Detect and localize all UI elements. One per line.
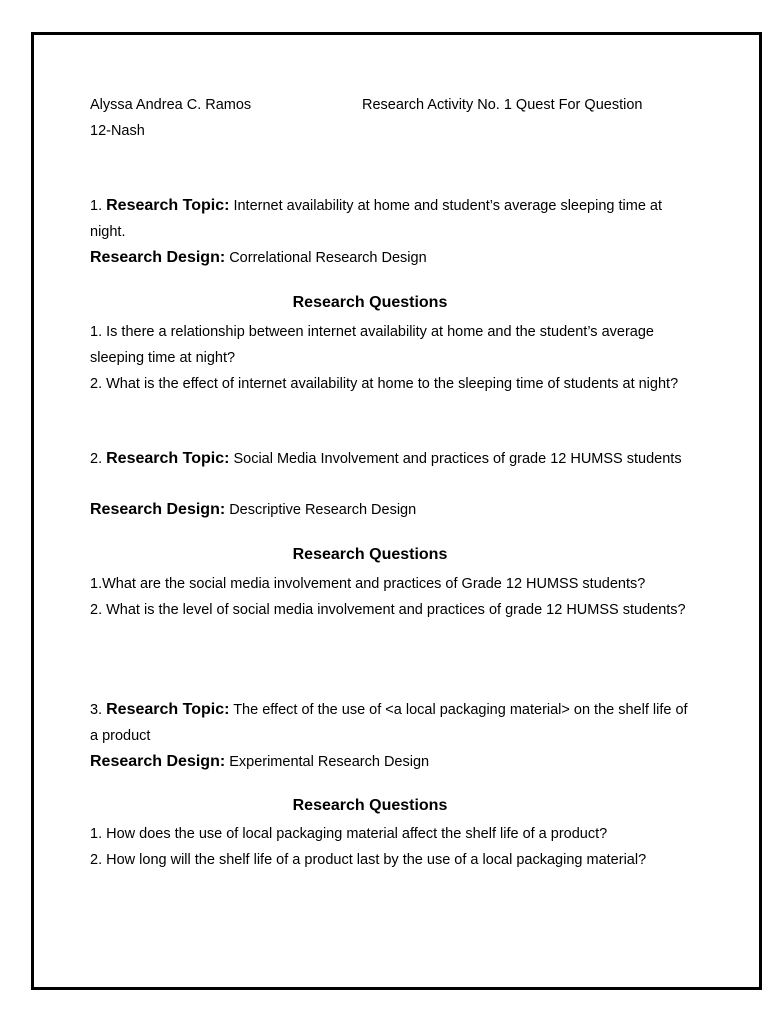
topic-number: 2.: [90, 451, 103, 467]
question-item: 2. How long will the shelf life of a product last by the use of a local packaging material?: [90, 852, 647, 868]
topic-label: Research Topic:: [106, 701, 230, 718]
topic-number: 1.: [90, 198, 103, 214]
research-topic-2: [90, 446, 690, 472]
topic-label: Research Topic: [106, 197, 225, 214]
design-text: Correlational Research Design: [229, 250, 427, 266]
question-item: 2. What is the effect of internet availability at home to the sleeping time of students at night?: [90, 376, 679, 392]
topic-text: Social Media Involvement and practices of grade 12 HUMSS students: [233, 451, 682, 467]
topic-label: Research Topic:: [106, 450, 230, 467]
topic-text: The effect of the use of <a local packaging material> on the shelf life of a product: [90, 702, 688, 744]
activity-title: Research Activity No. 1 Quest For Question: [362, 97, 643, 113]
question-item: 1. Is there a relationship between internet availability at home and the student’s average sleeping time at night?: [90, 324, 654, 366]
question-item: 2. What is the level of social media involvement and practices of grade 12 HUMSS students?: [90, 602, 686, 618]
research-questions-title-1: Research Questions: [292, 294, 448, 311]
research-questions-title-3: Research Questions: [292, 797, 448, 814]
research-topic-3: [90, 697, 690, 749]
research-design-1: [90, 245, 690, 271]
research-questions-1: [90, 319, 690, 397]
design-label: Research Design:: [90, 249, 226, 266]
research-design-2: [90, 497, 690, 523]
student-name: Alyssa Andrea C. Ramos: [90, 97, 252, 113]
design-label: Research Design:: [90, 501, 226, 518]
research-questions-3: [90, 821, 690, 873]
design-label: Research Design:: [90, 753, 226, 770]
design-text: Descriptive Research Design: [229, 502, 417, 518]
research-questions-title-2: Research Questions: [292, 546, 448, 563]
research-design-3: [90, 749, 690, 775]
research-topic-1: [90, 193, 690, 245]
student-section: 12-Nash: [90, 123, 145, 139]
research-questions-2: [90, 571, 690, 623]
topic-number: 3.: [90, 702, 103, 718]
topic-colon: :: [224, 197, 230, 214]
topic-text: Internet availability at home and student’s average sleeping time at night.: [90, 198, 663, 240]
question-item: 1.What are the social media involvement and practices of Grade 12 HUMSS students?: [90, 576, 646, 592]
question-item: 1. How does the use of local packaging material affect the shelf life of a product?: [90, 826, 608, 842]
design-text: Experimental Research Design: [229, 754, 430, 770]
